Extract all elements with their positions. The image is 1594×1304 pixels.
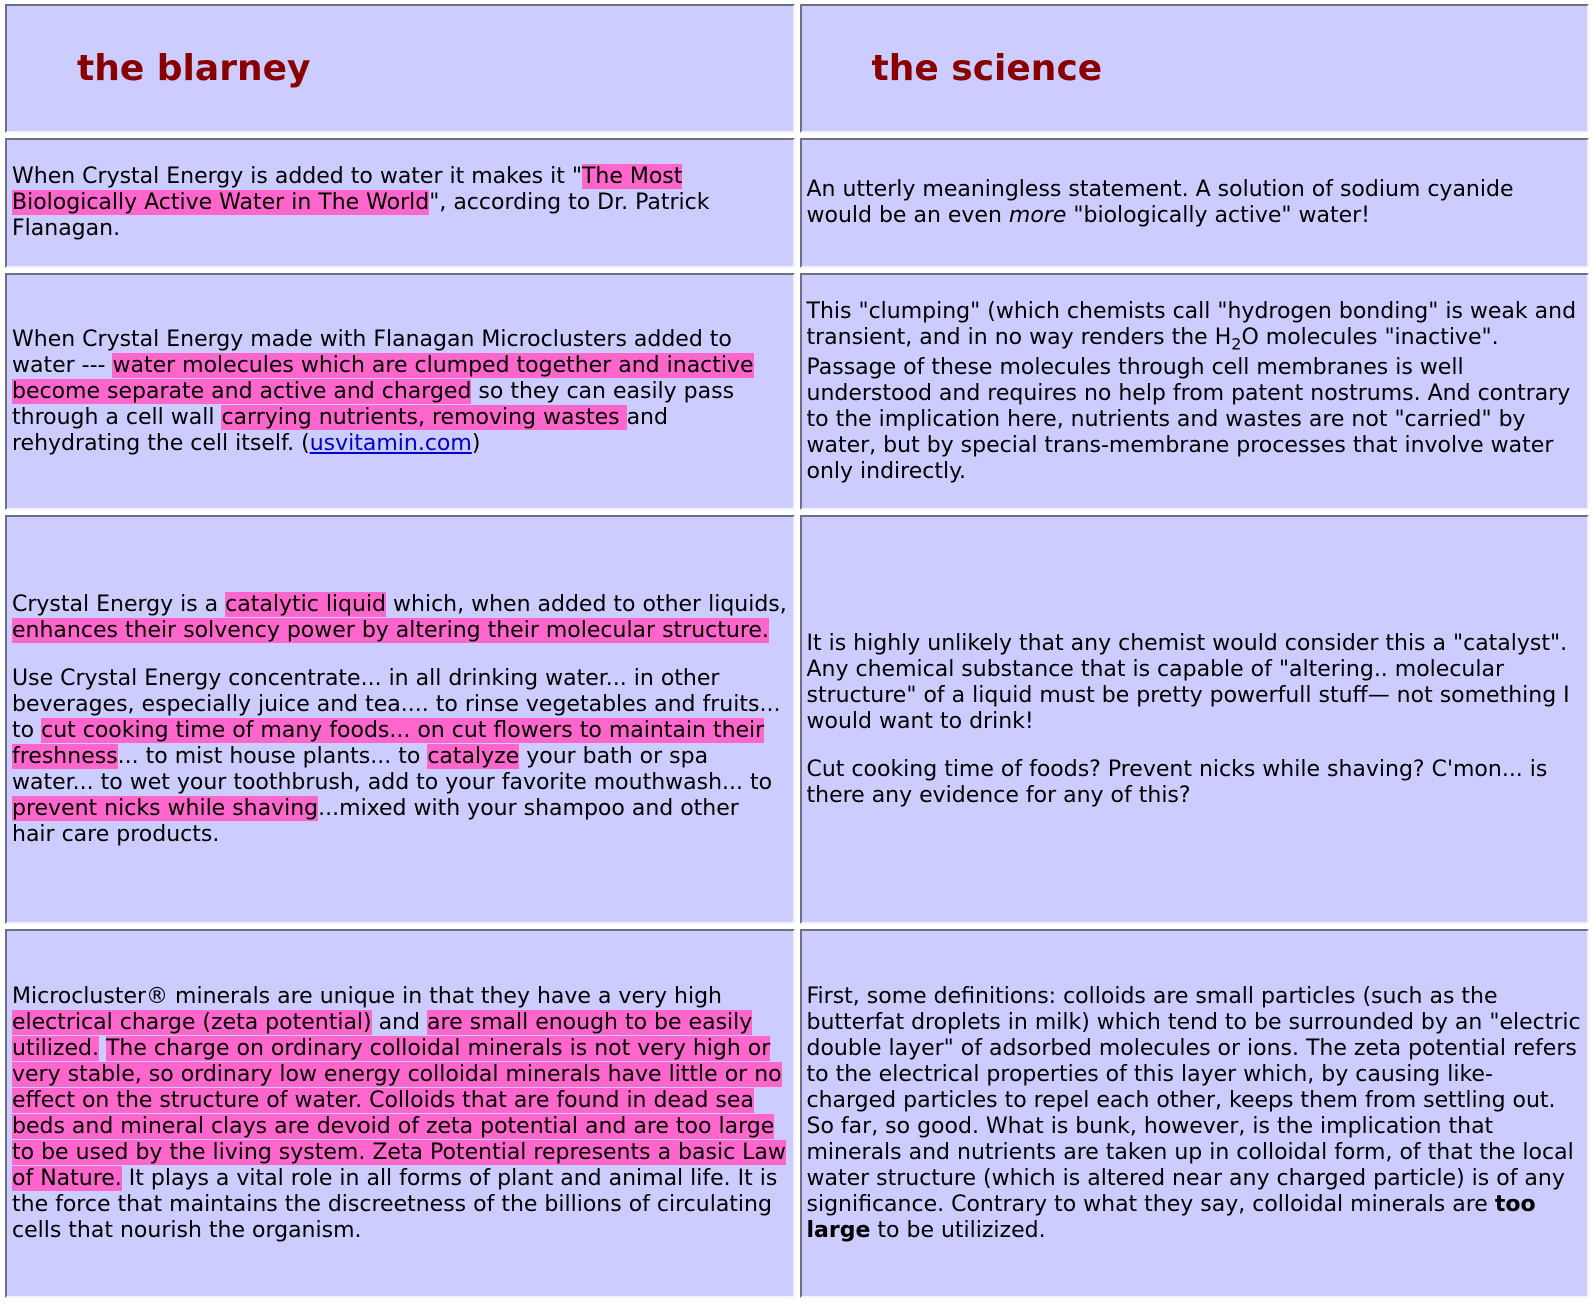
blarney-cell-1	[5, 138, 795, 268]
table-row	[5, 515, 1589, 924]
science-text: O molecules "inactive".	[1241, 324, 1499, 350]
science-text: This "clumping" (which chemists call "hydrogen bonding" is weak and transient, and in no way renders the H	[806, 298, 1577, 350]
highlighted-claim: prevent nicks while shaving	[12, 795, 319, 821]
blarney-text: ...mixed with your shampoo and other hair care products.	[12, 795, 739, 847]
science-text: First, some definitions: colloids are small particles (such as the butterfat droplets in milk) which tend to be surrounded by an "electric double layer" of adsorbed molecules or ions. The zeta potential refers to the electrical properties of this layer which, by causing like-charged particles to repel each other, keeps them from settling out. So far, so good. What is bunk, however, is the implication that minerals and nutrients are taken up in colloidal form, of that the local water structure (which is altered near any charged particle) is of any significance. Contrary to what they say, colloidal minerals are	[806, 983, 1581, 1217]
highlighted-claim: The charge on ordinary colloidal minerals is not very high or very stable, so ordinary low energy colloidal minerals have little or no effect on the structure of water. Colloids that are found in dead sea beds and mineral clays are devoid of zeta potential and are too large to be used by the living system. Zeta Potential represents a basic Law of Nature.	[12, 1035, 786, 1191]
science-paragraph: It is highly unlikely that any chemist would consider this a "catalyst". Any chemical substance that is capable of "altering.. molecular structure" of a liquid must be pretty powerfull stuff— not something I would want to drink!	[806, 630, 1570, 734]
highlighted-claim: electrical charge (zeta potential)	[12, 1009, 372, 1035]
highlighted-claim: water molecules which are clumped together and inactive become separate and active and charged	[12, 352, 754, 404]
science-paragraph: Cut cooking time of foods? Prevent nicks while shaving? C'mon... is there any evidence for any of this?	[806, 756, 1548, 808]
science-cell-2	[800, 273, 1590, 510]
blarney-text: your bath or spa water... to wet your toothbrush, add to your favorite mouthwash... to	[12, 743, 773, 795]
blarney-cell-2	[5, 273, 795, 510]
blarney-text: which, when added to other liquids,	[386, 591, 787, 617]
blarney-cell-4	[5, 929, 795, 1298]
blarney-text	[99, 1036, 106, 1061]
table-row	[5, 929, 1589, 1298]
blarney-text: and	[371, 1009, 428, 1035]
science-text: An utterly meaningless statement. A solution of sodium cyanide would be an even	[806, 177, 1514, 228]
highlighted-claim: carrying nutrients, removing wastes	[221, 404, 627, 430]
blarney-text: When Crystal Energy is added to water it makes it "	[12, 164, 582, 189]
header-row	[5, 4, 1589, 133]
blarney-text: When Crystal Energy made with Flanagan Microclusters added to water ---	[12, 326, 732, 378]
blarney-text: ", according to Dr. Patrick Flanagan.	[12, 190, 710, 241]
blarney-paragraph	[12, 666, 788, 848]
science-cell-4	[800, 929, 1590, 1298]
header-cell-science	[800, 4, 1590, 133]
blarney-text: Crystal Energy is a	[12, 591, 226, 617]
science-cell-1	[800, 138, 1590, 268]
highlighted-claim: catalyze	[427, 743, 520, 769]
bold-text: too large	[806, 1191, 1536, 1243]
science-text: to be utilizized.	[870, 1217, 1046, 1243]
blarney-text: so they can easily pass through a cell wall	[12, 378, 735, 430]
blarney-cell-3	[5, 515, 795, 924]
heading-the-science: the science	[871, 47, 1103, 89]
highlighted-claim: enhances their solvency power by altering their molecular structure.	[12, 617, 769, 643]
heading-the-blarney: the blarney	[77, 47, 311, 89]
blarney-text: It plays a vital role in all forms of plant and animal life. It is the force that maintains the discreetness of the billions of circulating cells that nourish the organism.	[12, 1165, 778, 1243]
science-paragraph: Passage of these molecules through cell membranes is well understood and requires no help from patent nostrums. And contrary to the implication here, nutrients and wastes are not "carried" by water, but by special trans-membrane processes that involve water only indirectly.	[806, 354, 1571, 484]
science-cell-3	[800, 515, 1590, 924]
highlighted-claim: catalytic liquid	[225, 591, 387, 617]
emphasis-text: more	[1008, 203, 1067, 228]
usvitamin-link[interactable]: usvitamin.com	[309, 430, 472, 456]
blarney-text: and rehydrating the cell itself. (	[12, 404, 668, 456]
blarney-text: )	[471, 430, 481, 456]
blarney-text: ... to mist house plants... to	[117, 743, 428, 769]
table-row	[5, 138, 1589, 268]
blarney-text: Use Crystal Energy concentrate... in all drinking water... in other beverages, especially juice and tea.... to rinse vegetables and fruits... to	[12, 665, 781, 743]
header-cell-blarney	[5, 4, 795, 133]
subscript: 2	[1231, 333, 1242, 353]
highlighted-claim: cut cooking time of many foods... on cut flowers to maintain their freshness	[12, 717, 765, 769]
highlighted-claim: are small enough to be easily utilized.	[12, 1009, 753, 1061]
table-row	[5, 273, 1589, 510]
blarney-paragraph	[12, 592, 788, 644]
blarney-text: Microcluster® minerals are unique in that they have a very high	[12, 983, 723, 1009]
science-paragraph	[807, 299, 1583, 351]
science-text: "biologically active" water!	[1066, 203, 1370, 228]
highlighted-claim: The Most Biologically Active Water in The World	[12, 164, 683, 215]
